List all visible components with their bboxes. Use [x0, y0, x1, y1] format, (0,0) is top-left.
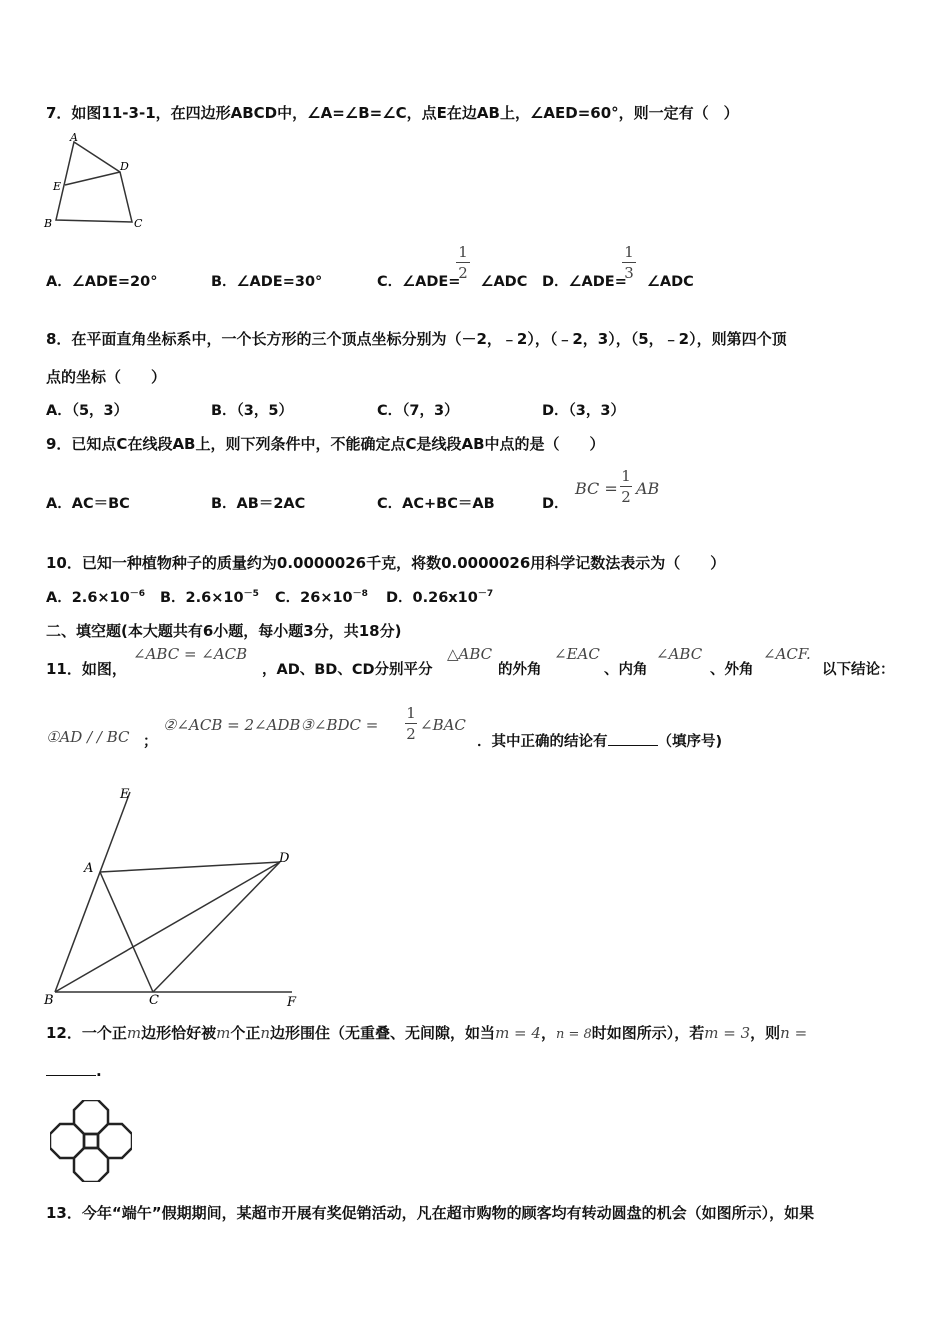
q10-c-exp: －8 — [352, 589, 368, 600]
q10-d-exp: －7 — [477, 589, 494, 600]
q10-option-a[interactable] — [46, 586, 145, 607]
segment-ed — [65, 172, 120, 185]
q12-m-2: m — [216, 1024, 231, 1042]
label-e: E — [53, 180, 62, 193]
q8-option-b[interactable]: B．（3，5） — [211, 403, 293, 419]
q7-d-post: ∠ADC — [646, 274, 694, 290]
q7-c-denominator: 2 — [458, 264, 468, 282]
q13-stem: 13．今年“端午”假期期间，某超市开展有奖促销活动，凡在超市购物的顾客均有转动圆盘的机会（如图所示），如果 — [46, 1204, 815, 1222]
q11-m3: ∠EAC — [554, 645, 600, 663]
section-2-heading: 二、填空题(本大题共有6小题，每小题3分，共18分) — [46, 622, 402, 640]
label-c: C — [149, 993, 159, 1008]
octagon-right — [98, 1124, 132, 1158]
q11-tail — [477, 730, 722, 751]
q10-option-c[interactable] — [275, 586, 368, 607]
q9-d-fraction — [620, 467, 632, 506]
q8-option-a[interactable]: A．（5，3） — [46, 403, 129, 419]
q10-b-base: B．2.6×10 — [160, 590, 244, 606]
q11-m4: ∠ABC — [656, 645, 703, 663]
q9-option-d[interactable]: D． — [542, 496, 569, 512]
label-a: A — [84, 861, 94, 876]
q12-t7: ，则 — [750, 1024, 781, 1042]
q10-stem: 10．已知一种植物种子的质量约为0.0000026千克，将数0.0000026用科学记数法表示为（ ） — [46, 554, 726, 572]
q12-answer-line — [46, 1062, 102, 1080]
q7-figure — [40, 130, 150, 235]
q7-d-numerator: 1 — [624, 243, 634, 261]
q8-option-d[interactable]: D．（3，3） — [542, 403, 625, 419]
q8-option-c[interactable]: C．（7，3） — [377, 403, 459, 419]
label-a: A — [70, 131, 78, 144]
q12-t1: 12．一个正 — [46, 1024, 127, 1042]
q11-t3: 、内角 — [604, 662, 648, 678]
q11-tail-text: ．其中正确的结论有 — [477, 734, 608, 750]
label-c: C — [134, 217, 143, 230]
q7-option-b[interactable]: B．∠ADE=30° — [211, 274, 323, 290]
q7-c-numerator: 1 — [458, 243, 468, 261]
q11-m2: △ABC — [447, 645, 493, 663]
q12-stem — [46, 1022, 807, 1043]
q11-answer-blank[interactable] — [608, 745, 658, 746]
q12-end: . — [96, 1062, 102, 1080]
ray-be — [55, 792, 130, 992]
q10-b-exp: －5 — [243, 589, 259, 600]
q7-d-denominator: 3 — [624, 264, 634, 282]
segment-bd — [55, 862, 280, 992]
q11-c2-denominator: 2 — [406, 725, 416, 743]
q7-d-pre: D．∠ADE= — [542, 274, 627, 290]
label-b: B — [44, 993, 54, 1008]
q9-d-numerator: 1 — [621, 467, 631, 485]
q12-m: m — [126, 1024, 142, 1042]
q9-d-post: AB — [636, 479, 660, 498]
q12-m-eq3: m = 3 — [704, 1024, 751, 1042]
q11-c2-post: ∠BAC — [420, 716, 466, 734]
q7-option-d[interactable] — [542, 270, 694, 291]
q7-stem: 7．如图11-3-1，在四边形ABCD中，∠A=∠B=∠C，点E在边AB上，∠AED=60°，则一定有（ ） — [46, 104, 739, 122]
label-d: D — [279, 851, 290, 866]
label-b: B — [44, 217, 53, 230]
q12-figure — [50, 1100, 132, 1182]
q12-n-eq8: n = 8 — [555, 1027, 592, 1042]
q11-m5: ∠ACF. — [763, 645, 811, 663]
q7-c-fraction — [456, 243, 470, 282]
label-e: E — [120, 787, 130, 802]
q10-c-base: C．26×10 — [275, 590, 353, 606]
q11-tail2-text: （填序号) — [657, 734, 723, 750]
segment-ad — [100, 862, 280, 872]
q11-t4: 、外角 — [710, 662, 754, 678]
q12-t2: 边形恰好被 — [141, 1024, 217, 1042]
q9-stem: 9．已知点C在线段AB上，则下列条件中，不能确定点C是线段AB中点的是（ ） — [46, 435, 605, 453]
q8-stem-line2: 点的坐标（ ） — [46, 368, 167, 386]
q9-option-b[interactable]: B．AB＝2AC — [211, 496, 306, 512]
q11-conclusion-1-sep: ； — [143, 734, 158, 750]
q7-c-post: ∠ADC — [480, 274, 528, 290]
q11-t2: 的外角 — [498, 662, 542, 678]
q10-option-b[interactable] — [160, 586, 259, 607]
q7-option-a[interactable]: A．∠ADE=20° — [46, 274, 158, 290]
q11-figure — [40, 782, 310, 1012]
label-d: D — [120, 160, 129, 173]
octagon-left — [50, 1124, 84, 1158]
q11-num: 11．如图， — [46, 660, 127, 678]
q11-m1: ∠ABC = ∠ACB — [133, 645, 248, 663]
q9-option-c[interactable]: C．AC+BC＝AB — [377, 496, 495, 512]
q8-stem-line1: 8．在平面直角坐标系中，一个长方形的三个顶点坐标分别为（－2，﹣2），（﹣2，3），（5，﹣2），则第四个顶 — [46, 330, 787, 348]
q12-m-eq4: m = 4 — [495, 1024, 541, 1042]
q9-option-a[interactable]: A．AC＝BC — [46, 496, 130, 512]
q10-a-exp: －6 — [129, 589, 146, 600]
segment-ac — [100, 872, 153, 992]
q12-answer-blank[interactable] — [46, 1075, 96, 1076]
q10-d-base: D．0.26x10 — [386, 590, 478, 606]
q12-t4: 边形围住（无重叠、无间隙，如当 — [270, 1024, 496, 1042]
q11-c2-fraction — [405, 704, 417, 743]
q11-conclusion-1: ①AD / / BC — [46, 728, 130, 746]
q11-c2-numerator: 1 — [406, 704, 416, 722]
q7-d-fraction — [622, 243, 636, 282]
q12-n: n — [260, 1024, 271, 1042]
q12-t6: 时如图所示），若 — [591, 1024, 705, 1042]
q9-d-denominator: 2 — [621, 488, 631, 506]
q12-t5: ， — [540, 1024, 556, 1042]
q9-d-pre: BC = — [575, 479, 618, 498]
q7-c-pre: C．∠ADE= — [377, 274, 461, 290]
segment-cd — [153, 862, 280, 992]
q11-t1: ，AD、BD、CD分别平分 — [262, 662, 433, 678]
q7-option-c[interactable] — [377, 270, 527, 291]
q10-option-d[interactable] — [386, 586, 493, 607]
q12-t3: 个正 — [230, 1024, 261, 1042]
q12-n-eq: n = — [780, 1024, 808, 1042]
q11-t5: 以下结论： — [822, 662, 895, 678]
q11-conclusion-2: ②∠ACB = 2∠ADB③∠BDC = — [163, 716, 379, 734]
label-f: F — [287, 995, 297, 1010]
q10-a-base: A．2.6×10 — [46, 590, 130, 606]
center-square — [84, 1134, 98, 1148]
quadrilateral-abcd — [56, 142, 132, 222]
